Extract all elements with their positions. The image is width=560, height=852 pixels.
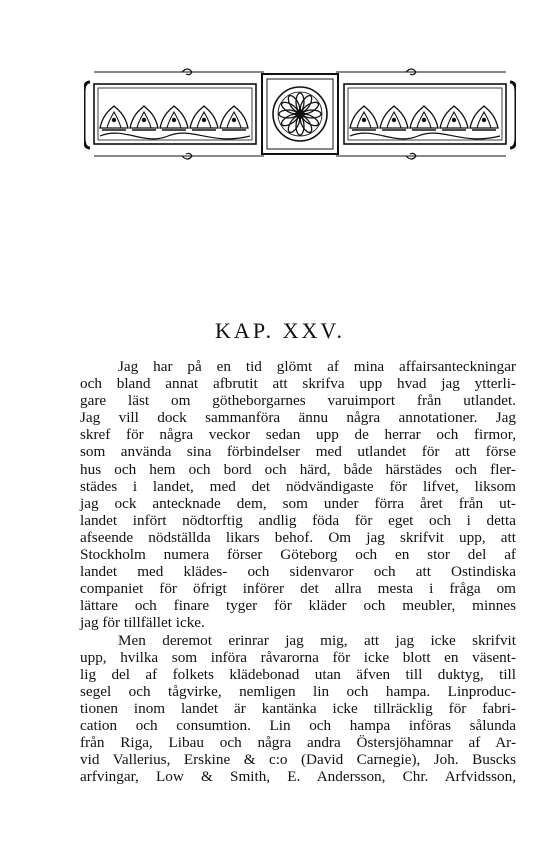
text-line: jag ock antecknade dem, som under förra året från ut- — [80, 494, 516, 512]
text-line: cation och consumtion. Lin och hampa införas sålunda — [80, 716, 516, 734]
text-line: vid Vallerius, Erskine & c:o (David Carnegie), Joh. Buscks — [80, 751, 516, 769]
ornamental-header-band — [84, 60, 516, 170]
text-line: companiet för öfrigt införer det allra mesta i fråga om — [80, 580, 516, 598]
text-line: och bland annat afbrutit att skrifva upp hvad jag ytterli- — [80, 375, 516, 393]
text-line: Jag vill dock sammanföra ännu några annotationer. Jag — [80, 409, 516, 427]
body-text — [80, 358, 516, 785]
text-line: segel och tågvirke, nemligen lin och hampa. Linproduc- — [80, 682, 516, 700]
text-line: Men deremot erinrar jag mig, att jag icke skrifvit — [118, 631, 516, 649]
text-line: städes i landet, med det nödvändigaste för lifvet, liksom — [80, 477, 516, 495]
text-line: skref för några veckor sedan upp de herrar och firmor, — [80, 426, 516, 444]
text-line: hus och hem och bord och härd, både härstädes och fler- — [80, 460, 516, 478]
text-line: från Riga, Libau och några andra Östersjöhamnar af Ar- — [80, 734, 516, 752]
text-line: landet med klädes- och sidenvaror och att Ostindiska — [80, 563, 516, 581]
text-line: jag för tillfället icke. — [80, 614, 205, 632]
text-line: tionen inom landet är kantänka icke tillräcklig för fabri- — [80, 699, 516, 717]
text-line: landet infört nödtorftig andlig föda för eget och i detta — [80, 511, 516, 529]
text-line: arfvingar, Low & Smith, E. Andersson, Chr. Arfvidsson, — [80, 768, 516, 786]
text-line: lättare och finare tyger för kläder och meubler, minnes — [80, 597, 516, 615]
text-line: som använda sina förbindelser med utlandet för att förse — [80, 443, 516, 461]
text-line: gare läst om götheborgarnes varuimport från utlandet. — [80, 392, 516, 410]
text-line: Jag har på en tid glömt af mina affairsanteckningar — [118, 358, 516, 375]
text-line: lig del af folkets klädebonad utan äfven till duktyg, till — [80, 665, 516, 683]
text-line: upp, hvilka som införa råvarorna för icke blott en väsent- — [80, 648, 516, 666]
text-line: Stockholm numera förser Göteborg och en stor del af — [80, 546, 516, 564]
chapter-heading: KAP. XXV. — [215, 318, 345, 343]
text-line: afseende nödställda likars behof. Om jag skrifvit upp, att — [80, 528, 516, 546]
